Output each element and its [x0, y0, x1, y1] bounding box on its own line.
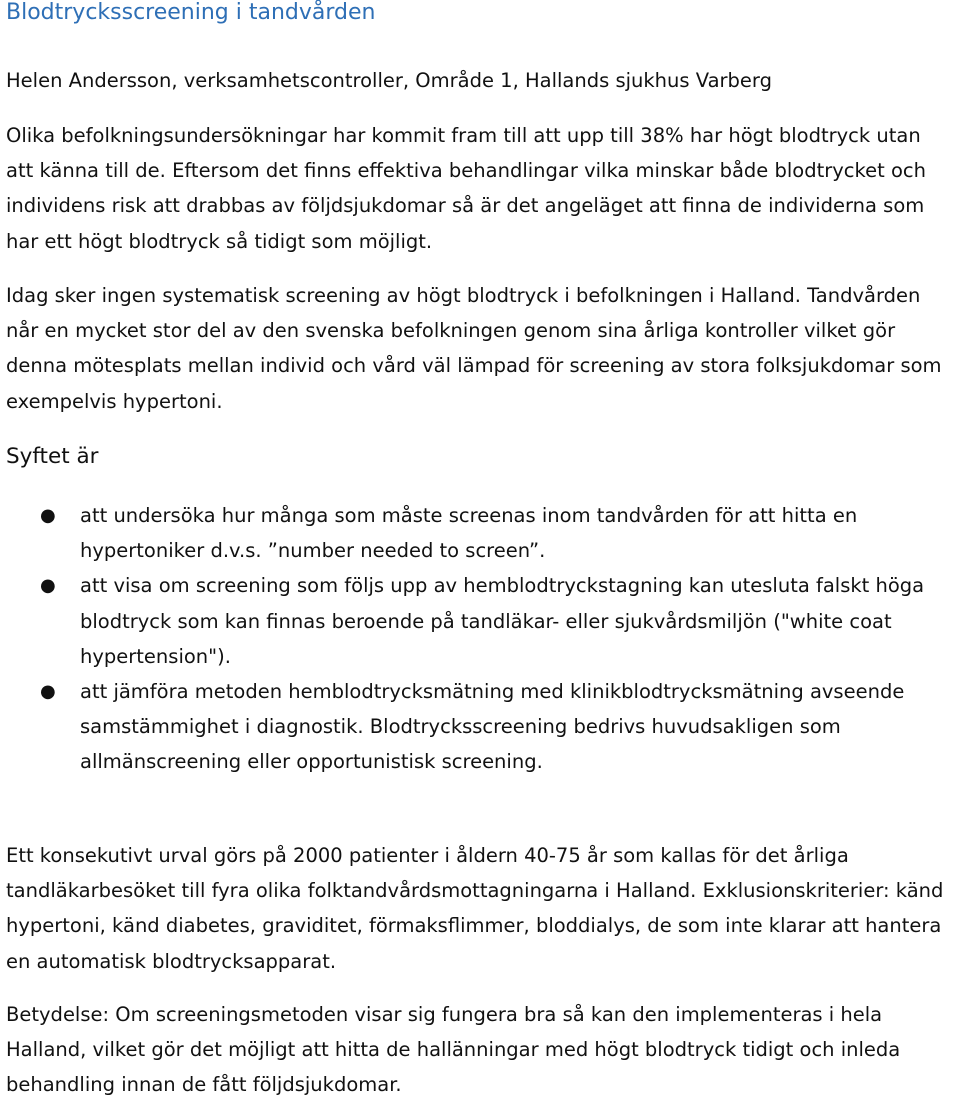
significance-label: Betydelse: [6, 1003, 110, 1026]
list-item [0, 568, 960, 674]
bullet-icon: ● [40, 681, 56, 703]
bullet-icon: ● [40, 575, 56, 597]
aim-text: att visa om screening som följs upp av hemblodtryckstagning kan utesluta falskt höga blodtryck som kan finnas beroende på tandläkar- eller sjukvårdsmiljön ("white coat hypertension"). [80, 574, 925, 668]
author-name: Helen Andersson [6, 69, 172, 92]
aim-text: att undersöka hur många som måste screenas inom tandvården för att hitta en hypertoniker d.v.s. ”number needed to screen”. [80, 504, 858, 563]
aim-list [0, 498, 960, 780]
bullet-icon: ● [40, 505, 56, 526]
author-role: , verksamhetscontroller, Område 1, Hallands sjukhus Varberg [171, 69, 772, 92]
intro-paragraph: Olika befolkningsundersökningar har kommit fram till att upp till 38% har högt blodtryck utan att känna till de. Eftersom det finns effektiva behandlingar vilka minskar både blodtrycket och individens risk att drabbas av följdsjukdomar så är det angeläget att finna de individerna som har ett högt blodtryck så tidigt som möjligt. [6, 124, 926, 253]
list-item [0, 674, 960, 780]
document-title: Blodtrycksscreening i tandvården [6, 0, 376, 25]
method-paragraph: Ett konsekutivt urval görs på 2000 patienter i åldern 40-75 år som kallas för det årliga tandläkarbesöket till fyra olika folktandvårdsmottagningarna i Halland. Exklusionskriterier: känd hypertoni, känd diabetes, graviditet, förmaksflimmer, bloddialys, de som inte klarar att hantera en automatisk blodtrycksapparat. [6, 844, 944, 973]
significance-text: Om screeningsmetoden visar sig fungera bra så kan den implementeras i hela Halland, vilket gör det möjligt att hitta de hallänningar med högt blodtryck tidigt och inleda behandling innan de fått följdsjukdomar. [6, 1003, 901, 1097]
list-item [0, 498, 960, 568]
background-paragraph: Idag sker ingen systematisk screening av högt blodtryck i befolkningen i Halland. Tandvården når en mycket stor del av den svenska befolkningen genom sina årliga kontroller vilket gör denna mötesplats mellan individ och vård väl lämpad för screening av stora folksjukdomar som exempelvis hypertoni. [6, 284, 942, 413]
aim-text: att jämföra metoden hemblodtrycksmätning med klinikblodtrycksmätning avseende samstämmighet i diagnostik. Blodtrycksscreening bedrivs huvudsakligen som allmänscreening eller opportunistisk screening. [80, 680, 905, 774]
aim-heading: Syftet är [6, 444, 99, 469]
significance-paragraph [6, 997, 954, 1103]
author-line [6, 64, 772, 98]
